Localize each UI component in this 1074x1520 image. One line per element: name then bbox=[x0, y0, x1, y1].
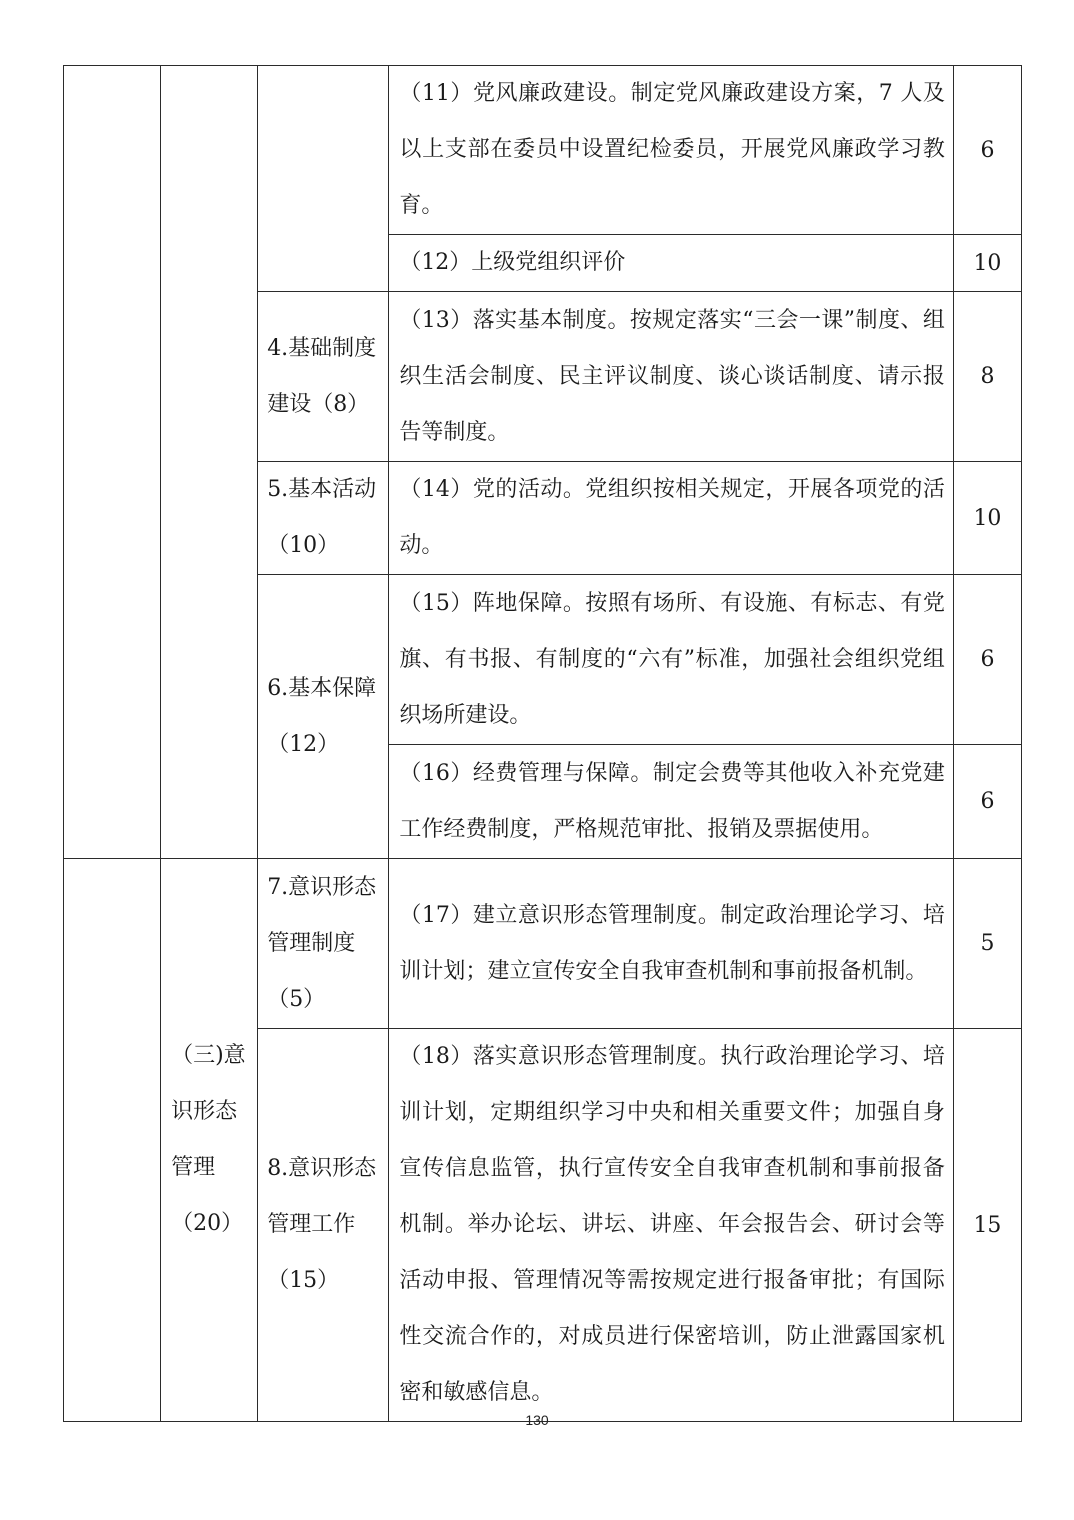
item-cell: （15）阵地保障。按照有场所、有设施、有标志、有党旗、有书报、有制度的“六有”标准，加强社会组织党组织场所建设。 bbox=[389, 575, 954, 745]
score-cell: 8 bbox=[953, 292, 1021, 462]
table-row bbox=[64, 859, 1022, 1029]
category-cell-empty bbox=[64, 66, 161, 859]
score-cell: 5 bbox=[953, 859, 1021, 1029]
score-cell: 6 bbox=[953, 745, 1021, 859]
item-cell: （13）落实基本制度。按规定落实“三会一课”制度、组织生活会制度、民主评议制度、谈心谈话制度、请示报告等制度。 bbox=[389, 292, 954, 462]
subcategory-cell: 8.意识形态管理工作（15） bbox=[258, 1029, 389, 1422]
score-cell: 15 bbox=[953, 1029, 1021, 1422]
subcategory-cell: 6.基本保障（12） bbox=[258, 575, 389, 859]
subcategory-cell: 4.基础制度建设（8） bbox=[258, 292, 389, 462]
subcategory-cell-empty bbox=[258, 66, 389, 292]
table-row bbox=[64, 66, 1022, 235]
evaluation-table bbox=[63, 65, 1022, 1422]
page-number: 130 bbox=[525, 1412, 549, 1428]
item-cell: （12）上级党组织评价 bbox=[389, 235, 954, 292]
category-cell: （三)意识形态管理（20） bbox=[161, 859, 258, 1422]
item-cell: （14）党的活动。党组织按相关规定，开展各项党的活动。 bbox=[389, 462, 954, 575]
item-cell: （17）建立意识形态管理制度。制定政治理论学习、培训计划；建立宣传安全自我审查机制和事前报备机制。 bbox=[389, 859, 954, 1029]
score-cell: 10 bbox=[953, 462, 1021, 575]
score-cell: 10 bbox=[953, 235, 1021, 292]
score-cell: 6 bbox=[953, 575, 1021, 745]
item-cell: （16）经费管理与保障。制定会费等其他收入补充党建工作经费制度，严格规范审批、报销及票据使用。 bbox=[389, 745, 954, 859]
item-cell: （11）党风廉政建设。制定党风廉政建设方案，7 人及以上支部在委员中设置纪检委员，开展党风廉政学习教育。 bbox=[389, 66, 954, 235]
item-cell: （18）落实意识形态管理制度。执行政治理论学习、培训计划，定期组织学习中央和相关重要文件；加强自身宣传信息监管，执行宣传安全自我审查机制和事前报备机制。举办论坛、讲坛、讲座、年会报告会、研讨会等活动申报、管理情况等需按规定进行报备审批；有国际性交流合作的，对成员进行保密培训，防止泄露国家机密和敏感信息。 bbox=[389, 1029, 954, 1422]
category-cell-empty bbox=[64, 859, 161, 1422]
category-cell-empty bbox=[161, 66, 258, 859]
subcategory-cell: 7.意识形态管理制度（5） bbox=[258, 859, 389, 1029]
score-cell: 6 bbox=[953, 66, 1021, 235]
subcategory-cell: 5.基本活动（10） bbox=[258, 462, 389, 575]
